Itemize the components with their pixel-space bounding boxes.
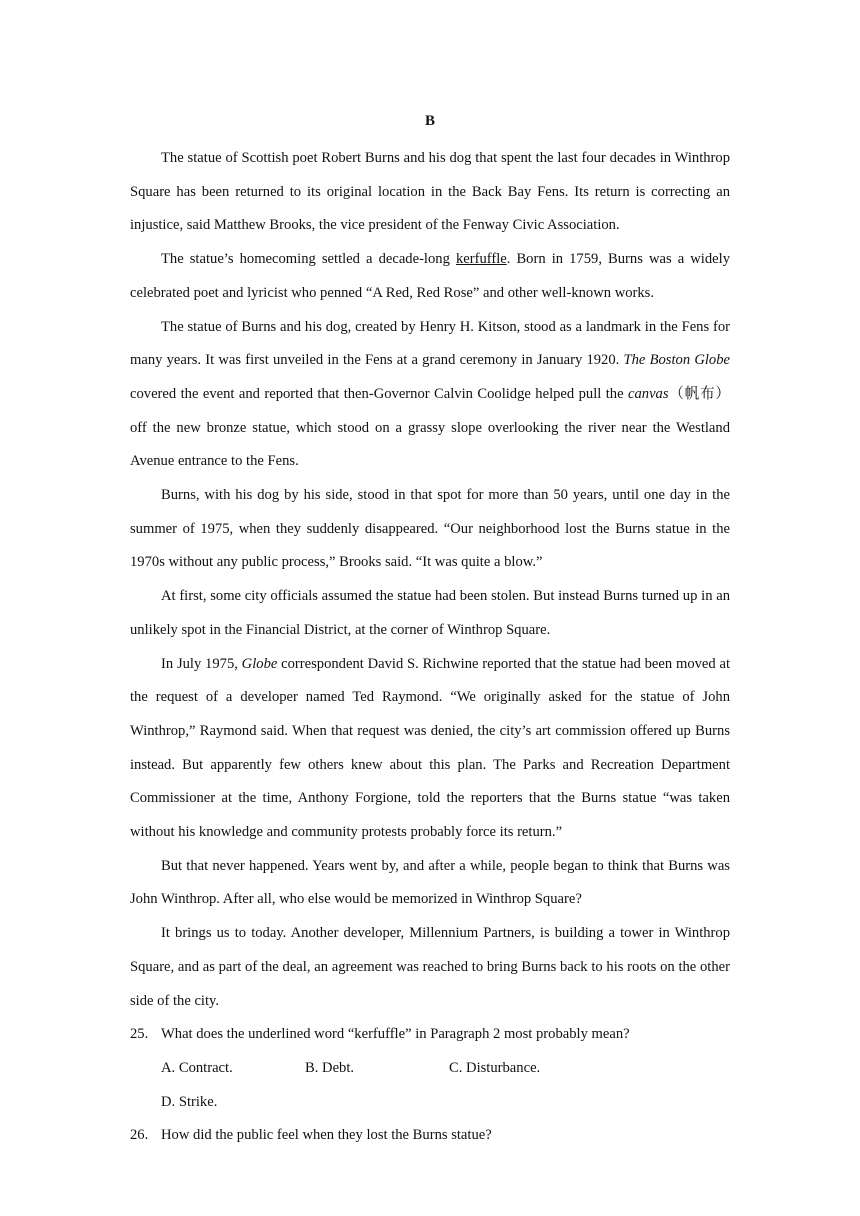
paragraph-7: But that never happened. Years went by, and after a while, people began to think that Burns was John Winthrop. After all, who else would be memorized in Winthrop Square?: [130, 857, 730, 908]
paragraph-3-part3: （帆布）off the new bronze statue, which stood on a grassy slope overlooking the river near the Westland Avenue entrance to the Fens.: [130, 385, 730, 470]
question-26-number: 26.: [130, 1127, 149, 1144]
question-25-text: What does the underlined word “kerfuffle” in Paragraph 2 most probably mean?: [161, 1026, 630, 1043]
paragraph-1: The statue of Scottish poet Robert Burns and his dog that spent the last four decades in Winthrop Square has been returned to its original location in the Back Bay Fens. Its return is correcting an injustice, said Matthew Brooks, the vice president of the Fenway Civic Association.: [130, 150, 730, 234]
section-label: B: [424, 113, 435, 129]
paragraph-2: [130, 243, 730, 310]
option-a: A. Contract.: [161, 1059, 233, 1076]
paragraph-8: It brings us to today. Another developer, Millennium Partners, is building a tower in Winthrop Square, and as part of the deal, an agreement was reached to bring Burns back to his roots on the other side of the city.: [130, 925, 730, 1009]
underlined-word: kerfuffle: [455, 251, 507, 268]
question-25-number: 25.: [130, 1026, 149, 1043]
paragraph-2-before: The statue’s homecoming settled a decade-long: [161, 251, 456, 268]
italic-globe: Globe: [241, 655, 278, 672]
passage-body: [130, 142, 730, 1153]
paragraph-6-part1: In July 1975,: [161, 655, 242, 672]
paragraph-3-part1: The statue of Burns and his dog, created by Henry H. Kitson, stood as a landmark in the Fens for many years. It was first unveiled in the Fens at a grand ceremony in January 1920.: [130, 318, 730, 369]
option-c: C. Disturbance.: [449, 1059, 541, 1076]
paragraph-6-part2: correspondent David S. Richwine reported that the statue had been moved at the request of a developer named Ted Raymond. “We originally asked for the statue of John Winthrop,” Raymond said. When that request was denied, the city’s art commission offered up Burns instead. But apparently few others knew about this plan. The Parks and Recreation Department Commissioner at the time, Anthony Forgione, told the reporters that the Burns statue “was taken without his knowledge and community protests probably force its return.”: [130, 655, 730, 841]
question-25: [130, 1018, 730, 1052]
paragraph-3: [130, 311, 730, 480]
option-d: D. Strike.: [161, 1093, 218, 1110]
question-25-options: [130, 1052, 730, 1119]
paragraph-6: [130, 648, 730, 850]
paragraph-5: At first, some city officials assumed the statue had been stolen. But instead Burns turned up in an unlikely spot in the Financial District, at the corner of Winthrop Square.: [130, 588, 730, 638]
paragraph-4: Burns, with his dog by his side, stood in that spot for more than 50 years, until one day in the summer of 1975, when they suddenly disappeared. “Our neighborhood lost the Burns statue in the 1970s without any public process,” Brooks said. “It was quite a blow.”: [130, 487, 730, 571]
newspaper-title: The Boston Globe: [623, 352, 730, 369]
italic-canvas: canvas: [628, 385, 669, 402]
question-26-text: How did the public feel when they lost the Burns statue?: [161, 1127, 492, 1144]
option-b: B. Debt.: [305, 1059, 355, 1076]
question-26: [130, 1119, 730, 1153]
paragraph-3-part2: covered the event and reported that then-Governor Calvin Coolidge helped pull the: [130, 385, 628, 402]
paragraph-2-after: . Born in 1759, Burns was a widely celebrated poet and lyricist who penned “A Red, Red Rose” and other well-known works.: [130, 251, 730, 301]
